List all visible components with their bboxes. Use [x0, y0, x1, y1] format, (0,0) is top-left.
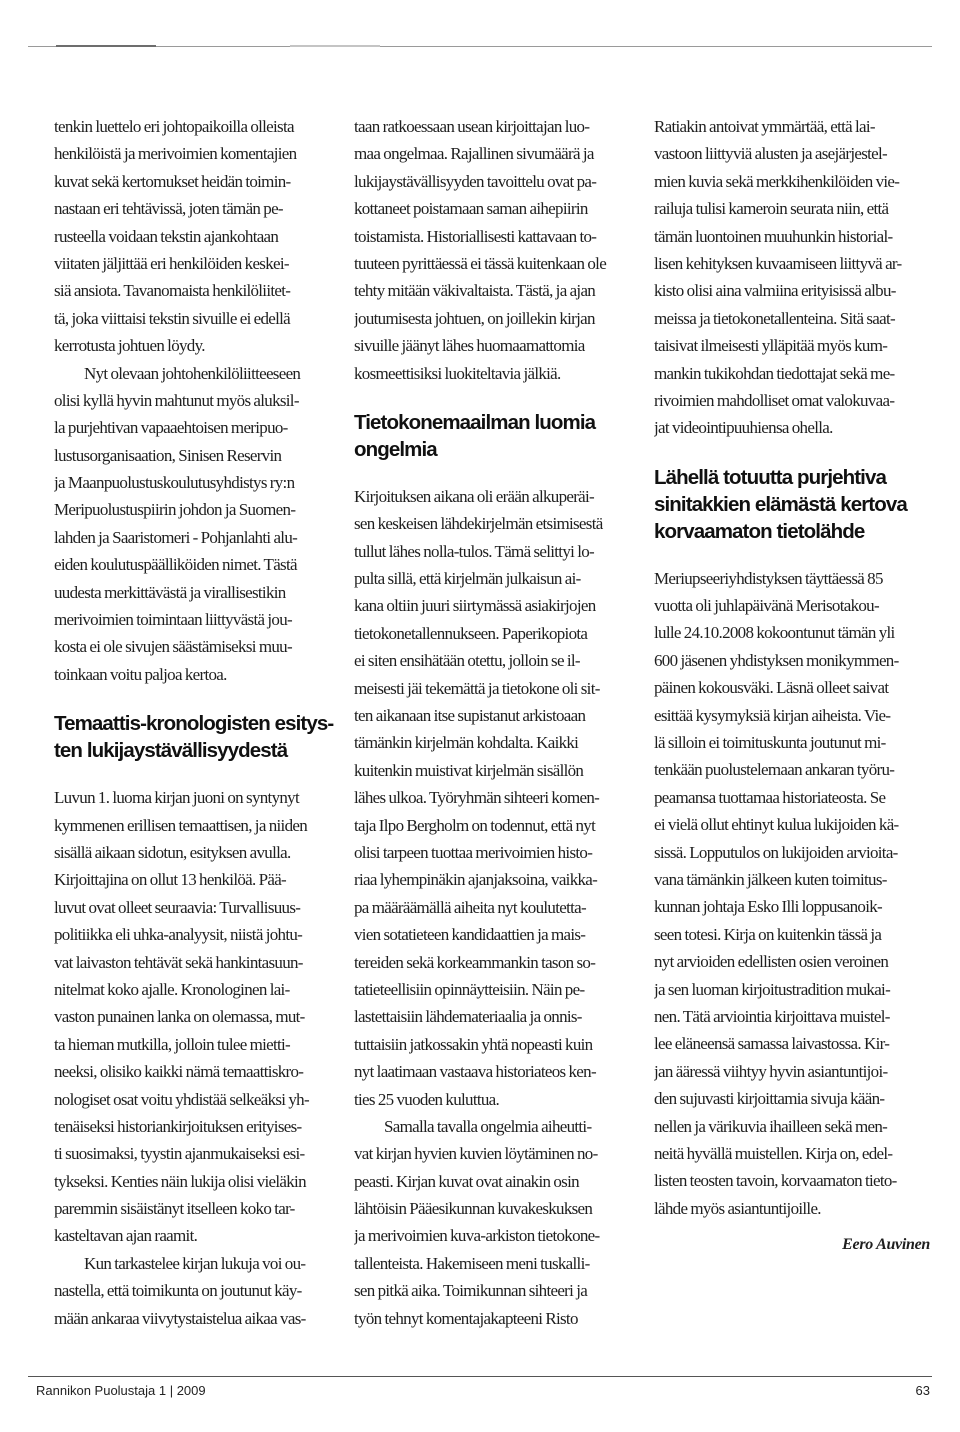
text-line: eiden koulutuspäälliköiden nimet. Tästä [54, 555, 297, 575]
text-line: vuotta oli juhlapäivänä Merisotakou- [654, 596, 879, 616]
heading-line: Lähellä totuutta purjehtiva [654, 465, 886, 489]
text-line: taan ratkoessaan usean kirjoittajan luo- [354, 117, 590, 136]
header-rule [28, 46, 932, 47]
column-1 [54, 113, 332, 1332]
paragraph [54, 784, 332, 1250]
text-line: 600 jäsenen yhdistyksen monikymmen- [654, 650, 899, 670]
text-line: tämän luontoinen muuhunkin historial- [654, 226, 893, 246]
text-line: maa ongelmaa. Rajallinen sivumäärä ja [354, 144, 594, 164]
heading-line: korvaamaton tietolähde [654, 519, 865, 543]
text-line: tehty mitään väkivaltaista. Tästä, ja ajan [354, 281, 596, 301]
text-line: jat videointipuuhiensa ohella. [654, 418, 833, 438]
heading-line: Temaattis-kronologisten esitys- [54, 712, 334, 736]
text-line: rivoimien mahdolliset omat valokuvaa- [654, 390, 895, 410]
text-line: tämänkin kirjelmän kohdalta. Kaikki [354, 733, 579, 753]
text-line: ja merivoimien kuva-arkiston tietokone- [354, 1226, 600, 1246]
text-line: tenkin luettelo eri johtopaikoilla olleista [54, 117, 294, 136]
text-line: mankin tukikohdan tiedottajat sekä me- [654, 363, 895, 383]
text-line: tatieteellisiin opinnäytteisiin. Näin pe- [354, 979, 585, 999]
text-line: Meripuolustuspiirin johdon ja Suomen- [54, 500, 296, 520]
text-line: taisivat ilmeisesti ylläpitää myös kum- [654, 336, 888, 356]
text-line: nellen ja värikuvia ihailleen sekä men- [654, 1116, 888, 1136]
text-line: lee eläneensä samassa laivastossa. Kir- [654, 1034, 890, 1054]
text-line: tietokonetallennukseen. Paperikopiota [354, 623, 588, 643]
text-line: vat kirjan hyvien kuvien löytäminen no- [354, 1144, 598, 1164]
text-line: lastettaisiin lähdemateriaalia ja onnis- [354, 1007, 582, 1027]
heading-line: sinitakkien elämästä kertova [654, 492, 907, 516]
text-line: kasteltavan ajan raamit. [54, 1226, 198, 1246]
text-line: lustusorganisaation, Sinisen Reservin [54, 445, 282, 465]
text-line: lahden ja Saaristomeri - Pohjanlahti alu- [54, 527, 298, 547]
text-line: meissa ja tietokonetallenteina. Sitä saat- [654, 308, 895, 328]
heading-line: Tietokonemaailman luomia [354, 410, 596, 434]
text-line: seen totesi. Kirja on kuitenkin tässä ja [654, 924, 882, 944]
text-line: tuttaisiin jatkossakin yhtä nopeasti kuin [354, 1034, 593, 1054]
author-signature: Eero Auvinen [842, 1236, 930, 1254]
text-line: viitaten jäljittää eri henkilöiden keskei- [54, 253, 289, 273]
header-rule-mark-left [56, 45, 156, 47]
text-line: päinen kokousväki. Läsnä olleet saivat [654, 678, 889, 698]
text-line: sissä. Lopputulos on lukijoiden arvioita- [654, 842, 898, 862]
text-line: pa määräämällä aiheita nyt koulutetta- [354, 897, 586, 917]
text-line: siä ansiota. Tavanomaista henkilöliitet- [54, 281, 291, 301]
text-line: lisen kehityksen kuvaamiseen liittyvä ar- [654, 253, 902, 273]
section-heading [54, 710, 332, 764]
text-line: paremmin sisäistänyt itselleen koko tar- [54, 1199, 295, 1219]
text-line: mään ankaraa viivytystaistelua aikaa vas- [54, 1308, 306, 1328]
text-line: ten aikanaan itse supistanut arkistoaan [354, 706, 586, 726]
text-line: railuja tulisi kameroin seurata niin, että [654, 199, 889, 219]
text-line: olisi tarpeen tuottaa merivoimien histo- [354, 842, 593, 862]
text-line: kuvat sekä kertomukset heidän toimin- [54, 171, 291, 191]
footer-publication: Rannikon Puolustaja 1 | 2009 [36, 1383, 206, 1398]
text-line: ta hieman mutkilla, jolloin tulee mietti- [54, 1034, 291, 1054]
text-line: henkilöistä ja merivoimien komentajien [54, 144, 297, 164]
text-line: tykseksi. Kenties näin lukija olisi vieläkin [54, 1171, 306, 1191]
text-line: vaston punainen lanka on olemassa, mut- [54, 1007, 305, 1027]
text-line: sivuille jäänyt lähes huomaamattomia [354, 336, 585, 356]
text-line: nastaan eri tehtävissä, joten tämän pe- [54, 199, 283, 219]
text-line: työn tehnyt komentajakapteeni Risto [354, 1308, 578, 1328]
text-line: tenäiseksi historiankirjoituksen erityises- [54, 1116, 302, 1136]
text-line: kana oltiin juuri siirtymässä asiakirjojen [354, 596, 596, 616]
text-line: ja sen luoman kirjoitustradition mukai- [654, 979, 891, 999]
text-line: vana tämänkin jälkeen kuten toimitus- [654, 869, 887, 889]
text-line: kymmenen erillisen temaattisen, ja niiden [54, 815, 308, 835]
section-heading [354, 409, 632, 463]
paragraph [54, 113, 332, 360]
text-line: vat laivaston tehtävät sekä hankintasuun- [54, 952, 303, 972]
text-line: den sujuvasti kirjoittamia sivuja kään- [654, 1089, 885, 1109]
text-line: vastoon liittyviä alusten ja asejärjestel- [654, 144, 887, 164]
text-line: neitä hyvällä muistellen. Kirja on, edel- [654, 1143, 893, 1163]
paragraph [354, 1113, 632, 1332]
text-line: Kun tarkastelee kirjan lukuja voi ou- [84, 1253, 306, 1273]
text-line: neeksi, olisiko kaikki nämä temaattiskro- [54, 1062, 304, 1082]
text-line: vien sotatieteen kandidaattien ja mais- [354, 925, 586, 945]
text-line: Ratiakin antoivat ymmärtää, että lai- [654, 117, 875, 136]
header-rule-mark-center [290, 45, 380, 47]
paragraph [54, 1250, 332, 1332]
footer-rule [28, 1376, 932, 1377]
text-line: lähtöisin Pääesikunnan kuvakeskuksen [354, 1199, 593, 1219]
text-line: nen. Tätä arviointia kirjoittava muistel- [654, 1006, 890, 1026]
text-line: peamansa tuottamaa historiateosta. Se [654, 787, 886, 807]
paragraph [354, 483, 632, 1113]
text-line: mien kuvia sekä merkkihenkilöiden vie- [654, 171, 900, 191]
text-line: lulle 24.10.2008 kokoontunut tämän yli [654, 623, 895, 643]
heading-line: ongelmia [354, 437, 437, 461]
text-line: toistamista. Historiallisesti kattavaan to- [354, 226, 597, 246]
text-line: kisto olisi aina valmiina erityisissä albu- [654, 281, 896, 301]
text-line: rusteella voidaan tekstin ajankohtaan [54, 226, 279, 246]
text-line: meisesti jäi tekemättä ja tietokone oli sit- [354, 678, 600, 698]
text-line: Kirjoittajina on ollut 13 henkilöä. Pää- [54, 870, 287, 890]
text-line: kottaneet poistamaan saman aihepiirin [354, 199, 588, 219]
text-line: kerrotusta johtuen löydy. [54, 336, 205, 356]
text-line: tä, joka viittaisi tekstin sivuille ei edellä [54, 308, 291, 328]
text-line: Meriupseeriyhdistyksen täyttäessä 85 [654, 568, 883, 588]
column-2 [354, 113, 632, 1332]
text-line: kosmeettisiksi luokiteltavia jälkiä. [354, 363, 561, 383]
paragraph [354, 113, 632, 387]
text-line: nyt arvioiden edellisten osien veroinen [654, 952, 889, 972]
text-line: ties 25 vuoden kuluttua. [354, 1089, 500, 1109]
text-line: nologiset osat voitu yhdistää selkeäksi yh- [54, 1089, 309, 1109]
text-line: kunnan johtaja Esko Illi loppusanoik- [654, 897, 883, 917]
text-line: luvut ovat olleet seuraavia: Turvallisuus- [54, 897, 301, 917]
paragraph [54, 360, 332, 689]
text-line: nyt laatimaan vastaava historiateos ken- [354, 1062, 596, 1082]
text-line: tallenteista. Hakemiseen meni tuskalli- [354, 1253, 590, 1273]
text-line: tuuteen pyrittäessä ei tässä kuitenkaan ole [354, 253, 607, 273]
text-line: jan ääressä viihtyy hyvin asiantuntijoi- [654, 1061, 888, 1081]
text-line: tereiden sekä korkeammankin tason so- [354, 952, 596, 972]
text-line: lähes ulkoa. Työryhmän sihteeri komen- [354, 788, 600, 808]
text-line: uudesta merkittävästä ja virallisestikin [54, 582, 286, 602]
section-heading [654, 464, 932, 545]
text-line: lähde myös asiantuntijoille. [654, 1198, 821, 1218]
text-line: kosta ei ole sivujen säästämiseksi muu- [54, 637, 292, 657]
text-line: kuitenkin muistivat kirjelmän sisällön [354, 760, 584, 780]
text-line: merivoimien toimintaan liittyvästä jou- [54, 610, 292, 630]
text-line: taja Ilpo Bergholm on todennut, että nyt [354, 815, 596, 835]
text-line: Nyt olevaan johtohenkilöliitteeseen [84, 363, 301, 383]
text-line: sen keskeisen lähdekirjelmän etsimisestä [354, 514, 603, 534]
paragraph [654, 565, 932, 1222]
text-line: ei vielä ollut ehtinyt kulua lukijoiden kä- [654, 815, 899, 835]
text-line: joutumisesta johtuen, on joillekin kirjan [354, 308, 595, 328]
text-line: sisällä aikaan sidotun, esityksen avulla. [54, 842, 291, 862]
text-line: ja Maanpuolustuskoulutusyhdistys ry:n [54, 473, 295, 493]
text-line: riaa lyhempinäkin ajanjaksoina, vaikka- [354, 870, 598, 890]
text-line: Luvun 1. luoma kirjan juoni on syntynyt [54, 788, 299, 808]
text-line: nastella, että toimikunta on joutunut käy- [54, 1281, 302, 1301]
text-line: Kirjoituksen aikana oli erään alkuperäi- [354, 486, 594, 506]
text-line: pulta sillä, että kirjelmän julkaisun ai- [354, 569, 581, 589]
column-3 [654, 113, 932, 1254]
text-line: toinkaan voitu paljoa kertoa. [54, 664, 227, 684]
text-line: sen pitkä aika. Toimikunnan sihteeri ja [354, 1281, 588, 1301]
text-line: peasti. Kirjan kuvat ovat ainakin osin [354, 1171, 579, 1191]
paragraph [654, 113, 932, 442]
heading-line: ten lukijaystävällisyydestä [54, 739, 288, 763]
text-line: Samalla tavalla ongelmia aiheutti- [384, 1116, 592, 1136]
text-line: tullut lähes nolla-tulos. Tämä selittyi lo- [354, 541, 594, 561]
text-line: tenkään puolustelemaan ankaran työru- [654, 760, 895, 780]
text-line: olisi kyllä hyvin mahtunut myös aluksil- [54, 390, 299, 410]
text-line: ei siten ensihätään otettu, jolloin se il- [354, 651, 580, 671]
page-number: 63 [915, 1383, 930, 1398]
text-line: ti suosimaksi, tyystin ajanmukaiseksi esi- [54, 1144, 305, 1164]
text-line: politiikka eli uhka-analyysit, niistä johtu- [54, 925, 303, 945]
text-line: nitelmat koko ajalle. Kronologinen lai- [54, 979, 290, 999]
text-line: la purjehtivan vapaaehtoisen meripuo- [54, 418, 288, 438]
text-line: lukijaystävällisyyden tavoittelu ovat pa- [354, 171, 597, 191]
text-line: lä silloin ei toimituskunta joutunut mi- [654, 733, 886, 753]
text-line: listen teosten tavoin, korvaamaton tieto- [654, 1171, 897, 1191]
text-line: esittää kysymyksiä kirjan aiheista. Vie- [654, 705, 891, 725]
